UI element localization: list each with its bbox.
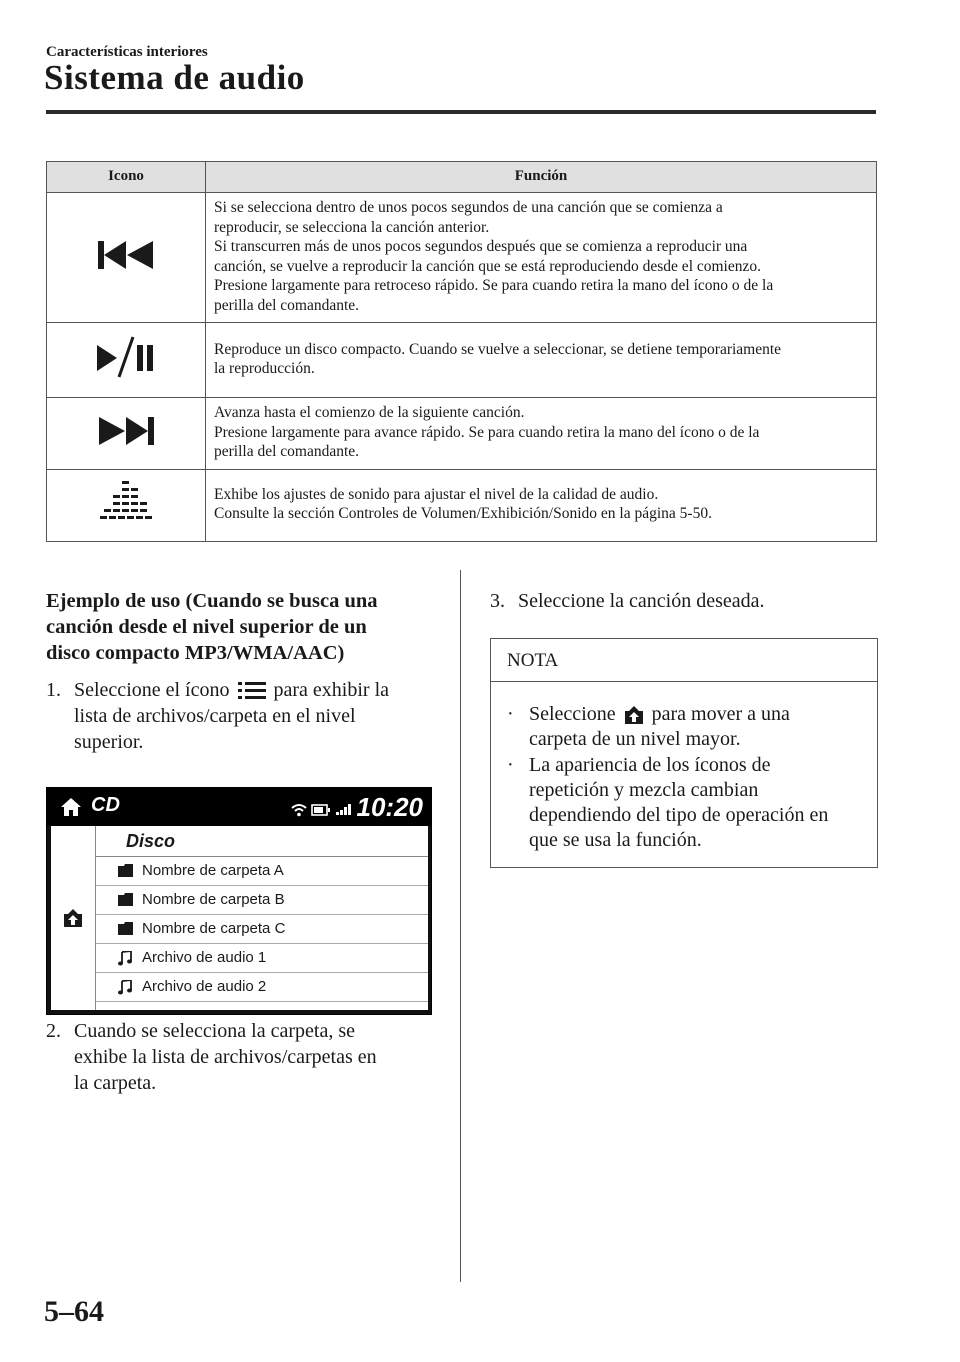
function-text: Consulte la sección Controles de Volumen/Exhibición/Sonido en la página 5-50.: [214, 505, 712, 522]
step-number: 1.: [46, 679, 61, 701]
list-item-label: Archivo de audio 2: [142, 978, 267, 995]
list-item-label: Nombre de carpeta C: [142, 920, 286, 937]
function-text: canción, se vuelve a reproducir la canción que se está reproduciendo desde el comienzo.: [214, 257, 761, 275]
step-text: lista de archivos/carpeta en el nivel: [74, 705, 356, 727]
music-note-icon: [118, 980, 132, 995]
page-number: 5–64: [44, 1295, 104, 1328]
note-bullet: [507, 753, 869, 853]
play-pause-icon: [93, 333, 159, 381]
list-item-label: Nombre de carpeta B: [142, 891, 285, 908]
step-3: [490, 588, 880, 614]
home-icon[interactable]: [59, 796, 83, 818]
next-track-icon: [95, 411, 157, 451]
table-row: [47, 323, 877, 398]
function-text: Presione largamente para avance rápido. Se para cuando retira la mano del ícono o de la: [214, 423, 760, 441]
example-heading-line: Ejemplo de uso (Cuando se busca una: [46, 590, 378, 612]
function-text: Si transcurren más de unos pocos segundos después que se comienza a reproducir una: [214, 238, 748, 255]
step-text: para exhibir la: [273, 679, 389, 701]
screen-status-bar: [47, 788, 431, 826]
table-row: [47, 193, 877, 323]
battery-icon: [311, 804, 331, 816]
step-text: Seleccione la canción deseada.: [518, 590, 765, 612]
list-item-label: Archivo de audio 1: [142, 949, 267, 966]
function-text: la reproducción.: [214, 360, 315, 377]
note-text: repetición y mezcla cambian: [529, 779, 759, 801]
note-bullet: [507, 702, 869, 752]
step-2: [46, 1018, 446, 1096]
list-icon: [237, 680, 267, 702]
note-text: Seleccione: [529, 703, 616, 725]
audio-source-label: CD: [91, 794, 120, 816]
table-row: [47, 469, 877, 541]
list-item[interactable]: [96, 915, 428, 944]
note-divider: [491, 681, 877, 682]
folder-icon: [118, 922, 134, 935]
function-text: Avanza hasta el comienzo de la siguiente canción.: [214, 404, 525, 421]
side-column: [51, 826, 96, 1010]
function-text: Exhibe los ajustes de sonido para ajustar el nivel de la calidad de audio.: [214, 485, 659, 503]
music-note-icon: [118, 951, 132, 966]
step-text: la carpeta.: [74, 1072, 157, 1094]
example-heading-line: disco compacto MP3/WMA/AAC): [46, 642, 345, 664]
step-1: [46, 677, 446, 755]
breadcrumb: Características interiores: [46, 44, 208, 60]
step-number: 2.: [46, 1020, 61, 1042]
note-title: NOTA: [507, 650, 559, 671]
function-text: perilla del comandante.: [214, 296, 360, 314]
folder-icon: [118, 864, 134, 877]
page-title: Sistema de audio: [44, 58, 305, 97]
file-list: [96, 826, 428, 1010]
example-heading-line: canción desde el nivel superior de un: [46, 616, 367, 638]
title-rule: [46, 110, 876, 114]
function-table: [46, 161, 877, 542]
clock: 10:20: [356, 792, 423, 822]
step-text: superior.: [74, 731, 144, 753]
wifi-icon: [291, 803, 307, 817]
note-text: carpeta de un nivel mayor.: [529, 728, 741, 750]
table-row: [47, 398, 877, 470]
function-text: reproducir, se selecciona la canción anterior.: [214, 218, 490, 236]
folder-up-icon: [623, 705, 645, 725]
icon-column-header: Icono: [47, 162, 206, 193]
table-header-row: [47, 162, 877, 193]
note-text: que se usa la función.: [529, 829, 702, 851]
function-text: Presione largamente para retroceso rápido. Se para cuando retira la mano del ícono o de la: [214, 277, 774, 294]
note-text: La apariencia de los íconos de: [529, 754, 771, 776]
screen-content: [51, 826, 428, 1010]
note-text: dependiendo del tipo de operación en: [529, 804, 829, 826]
folder-icon: [118, 893, 134, 906]
bullet-dot: ·: [507, 703, 514, 725]
step-text: exhibe la lista de archivos/carpetas en: [74, 1046, 377, 1068]
note-box: [490, 638, 878, 868]
bullet-dot: ·: [507, 754, 514, 776]
step-text: Cuando se selecciona la carpeta, se: [74, 1020, 355, 1042]
folder-up-icon[interactable]: [62, 908, 84, 928]
column-divider: [460, 570, 461, 1282]
function-text: perilla del comandante.: [214, 443, 360, 460]
audio-screen: [46, 787, 432, 1015]
list-item-label: Nombre de carpeta A: [142, 862, 284, 879]
list-item[interactable]: [96, 973, 428, 1002]
list-item[interactable]: [96, 886, 428, 915]
step-text: Seleccione el ícono: [74, 679, 230, 701]
note-text: para mover a una: [651, 703, 790, 725]
function-column-header: Función: [206, 162, 877, 193]
previous-track-icon: [95, 235, 157, 275]
list-item[interactable]: [96, 944, 428, 973]
function-text: Si se selecciona dentro de unos pocos segundos de una canción que se comienza a: [214, 199, 723, 216]
step-number: 3.: [490, 590, 505, 612]
function-text: Reproduce un disco compacto. Cuando se vuelve a seleccionar, se detiene temporariamente: [214, 340, 782, 358]
list-title: Disco: [96, 826, 428, 857]
signal-icon: [335, 802, 353, 816]
list-item[interactable]: [96, 857, 428, 886]
equalizer-icon: [98, 479, 154, 525]
example-heading: [46, 588, 426, 666]
